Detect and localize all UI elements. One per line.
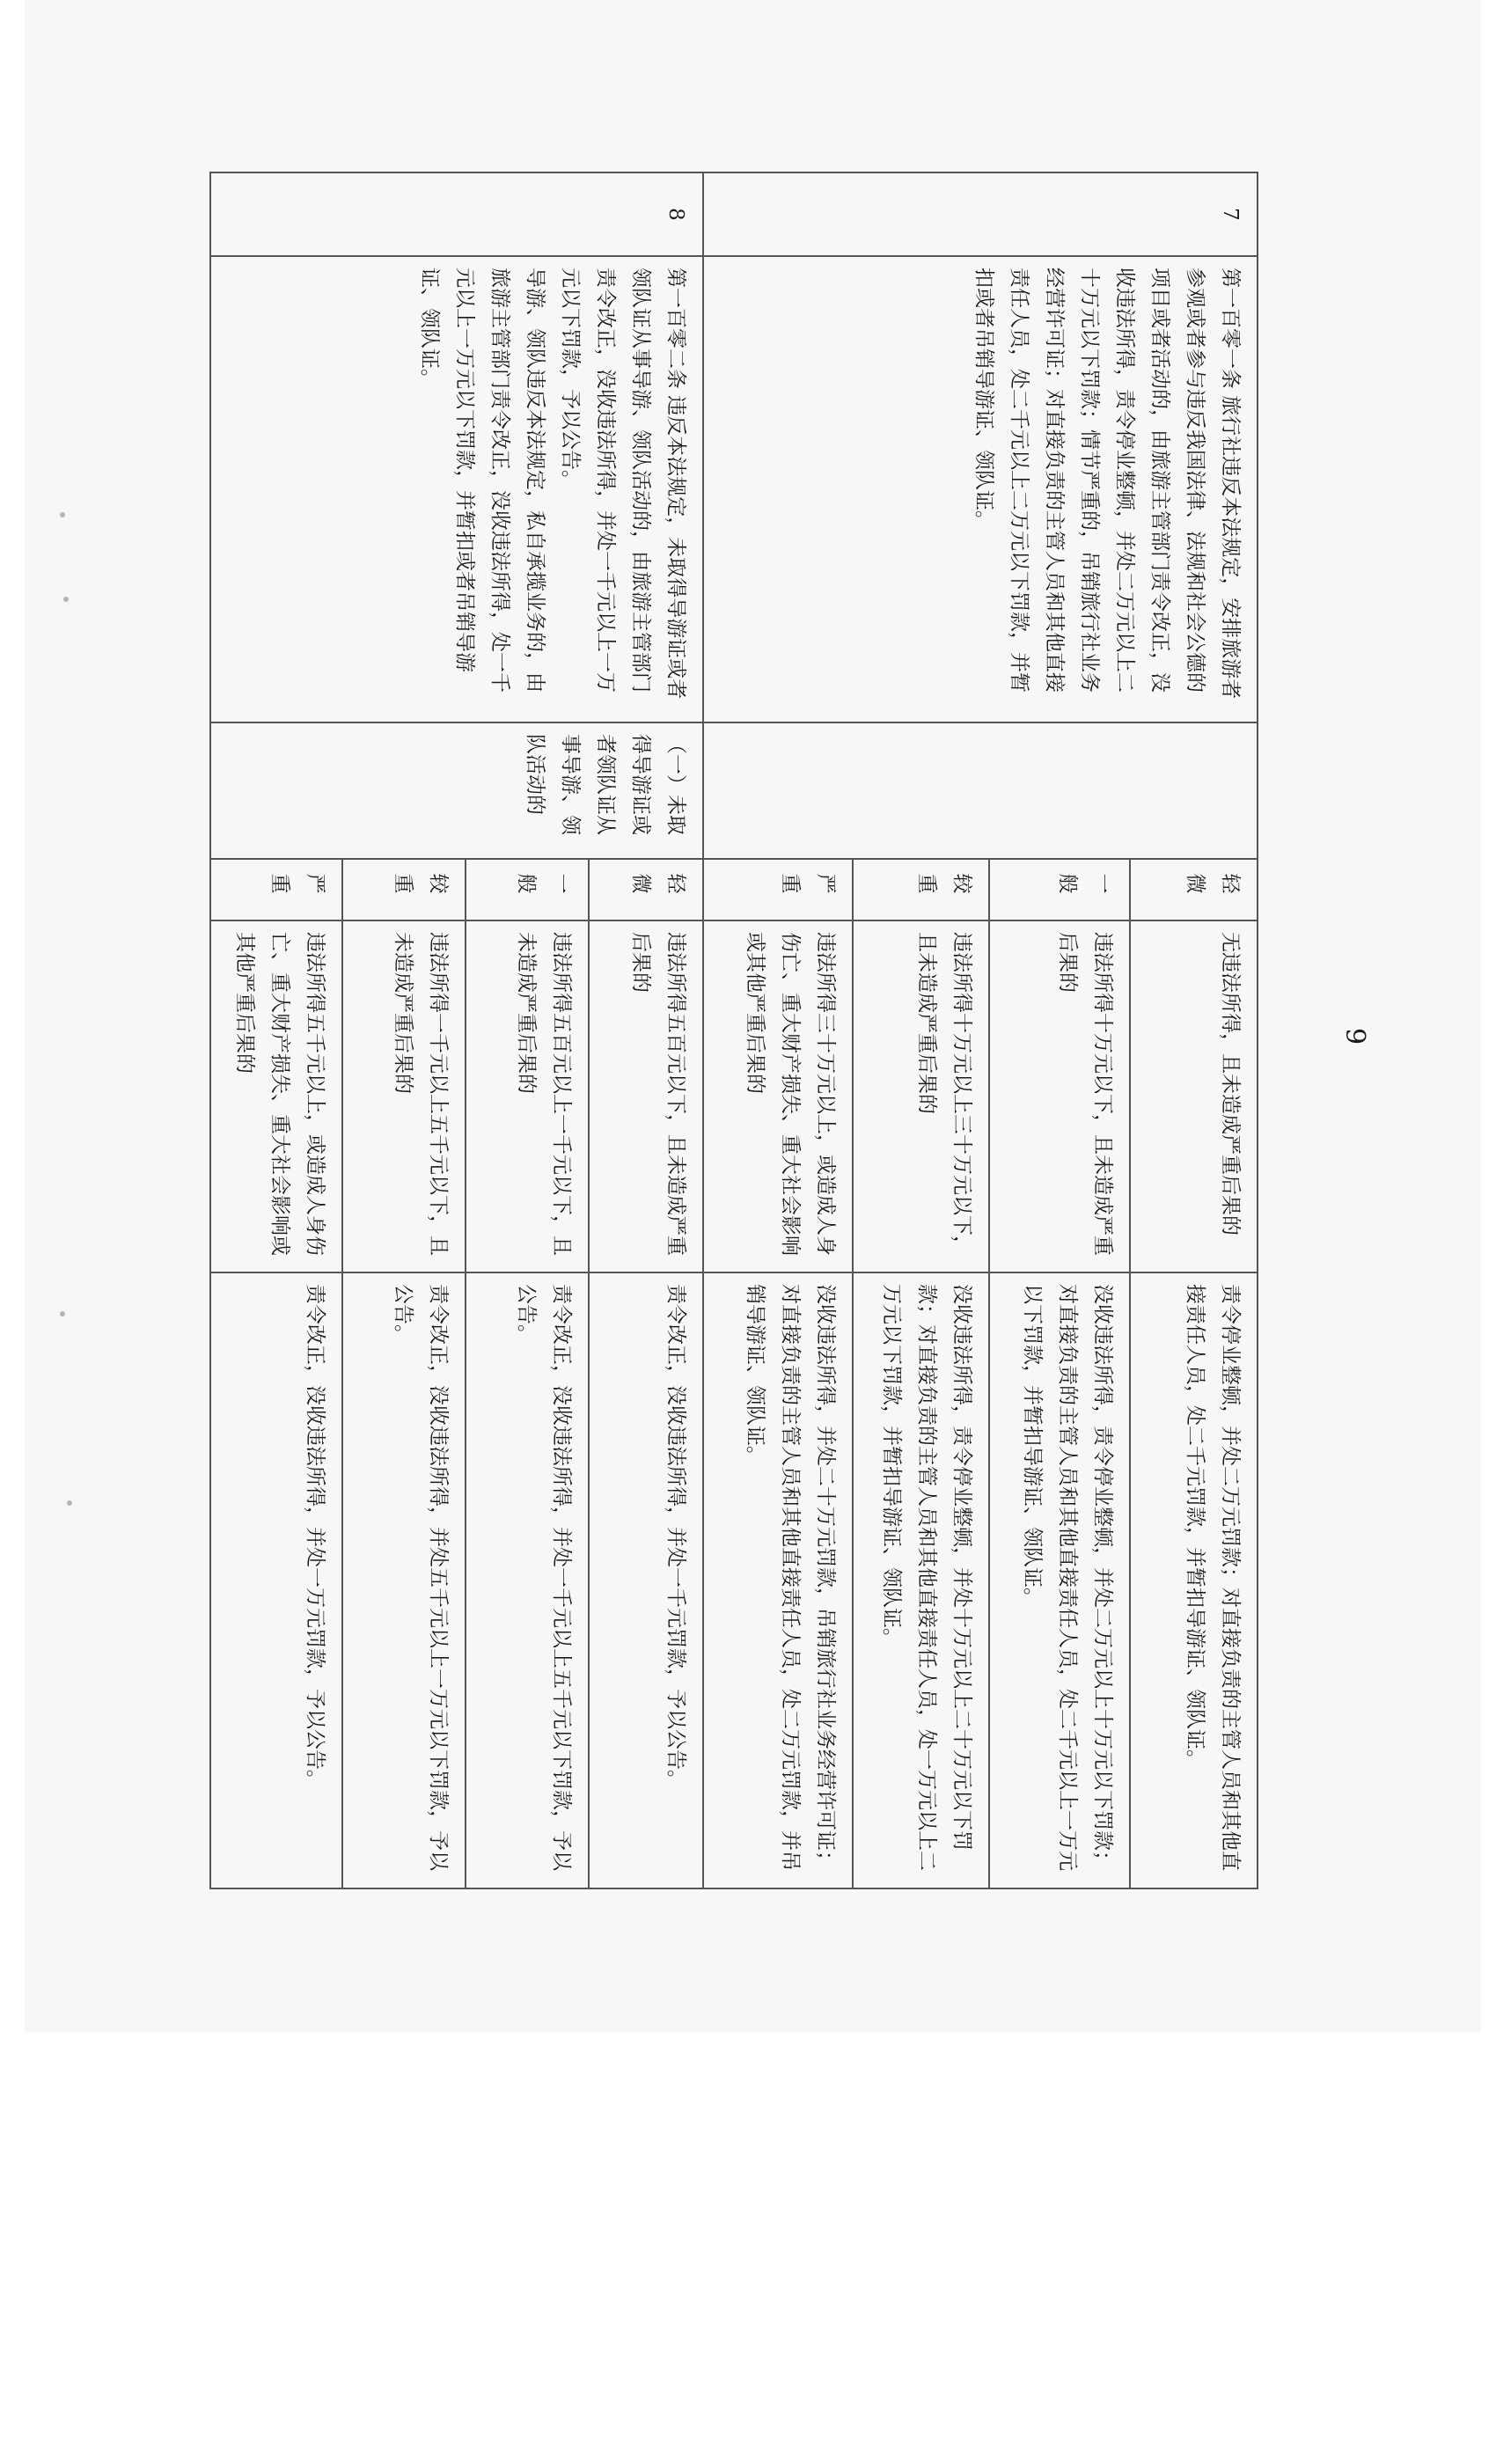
severity-level: 一般 [466,859,589,920]
violation-item: （一）未取得导游证或者领队证从事导游、领队活动的 [210,722,703,859]
violation-item [703,722,1258,859]
penalty-standard: 没收违法所得，责令停业整顿，并处二万元以上十万元以下罚款；对直接负责的主管人员和其他直接责任人员，处二千元以上一万元以下罚款，并暂扣导游证、领队证。 [989,1272,1130,1888]
row-number: 8 [210,172,703,256]
circumstance: 违法所得五千元以上，或造成人身伤亡、重大财产损失、重大社会影响或其他严重后果的 [210,920,342,1272]
circumstance: 违法所得十万元以下，且未造成严重后果的 [989,920,1130,1272]
scan-speck [63,597,69,602]
severity-level: 轻微 [589,859,703,920]
penalty-standard: 责令改正，没收违法所得，并处五千元以上一万元以下罚款，予以公告。 [342,1272,466,1888]
scan-speck [60,1311,65,1316]
rotated-page-content [211,172,1258,1888]
page-number: 9 [1339,1027,1371,1045]
penalty-standard: 责令改正，没收违法所得，并处一万元罚款，予以公告。 [210,1272,342,1888]
table-row [589,172,703,1888]
circumstance: 违法所得五百元以下，且未造成严重后果的 [589,920,703,1272]
table-row [1130,172,1258,1888]
severity-level: 较重 [853,859,989,920]
severity-level: 轻微 [1130,859,1258,920]
circumstance: 违法所得十万元以上三十万元以下，且未造成严重后果的 [853,920,989,1272]
severity-level: 较重 [342,859,466,920]
scan-speck [60,512,65,517]
severity-level: 一般 [989,859,1130,920]
penalty-standard-table [209,172,1258,1889]
row-number: 7 [703,172,1258,256]
penalty-standard: 责令改正，没收违法所得，并处一千元以上五千元以下罚款，予以公告。 [466,1272,589,1888]
circumstance: 违法所得三十万元以上，或造成人身伤亡、重大财产损失、重大社会影响或其他严重后果的 [703,920,853,1272]
circumstance: 无违法所得，且未造成严重后果的 [1130,920,1258,1272]
penalty-standard: 没收违法所得，并处二十万元罚款，吊销旅行社业务经营许可证；对直接负责的主管人员和其他直接责任人员，处二万元罚款，并吊销导游证、领队证。 [703,1272,853,1888]
penalty-standard: 责令停业整顿，并处二万元罚款；对直接负责的主管人员和其他直接责任人员，处二千元罚款，并暂扣导游证、领队证。 [1130,1272,1258,1888]
scan-speck [67,1500,72,1506]
law-provision: 第一百零一条 旅行社违反本法规定，安排旅游者参观或者参与违反我国法律、法规和社会公德的项目或者活动的，由旅游主管部门责令改正，没收违法所得，责令停业整顿，并处二万元以上二十万元以下罚款；情节严重的，吊销旅行社业务经营许可证；对直接负责的主管人员和其他直接责任人员，处二千元以上二万元以下罚款，并暂扣或者吊销导游证、领队证。 [703,256,1258,722]
circumstance: 违法所得五百元以上一千元以下，且未造成严重后果的 [466,920,589,1272]
circumstance: 违法所得一千元以上五千元以下，且未造成严重后果的 [342,920,466,1272]
severity-level: 严重 [210,859,342,920]
law-provision: 第一百零二条 违反本法规定，未取得导游证或者领队证从事导游、领队活动的，由旅游主管部门责令改正，没收违法所得，并处一千元以上一万元以下罚款，予以公告。 导游、领队违反本法规定，私自承揽业务的，由旅游主管部门责令改正，没收违法所得，处一千元以上一万元以下罚款，并暂扣或者吊销导游证、领队证。 [210,256,703,722]
severity-level: 严重 [703,859,853,920]
penalty-standard: 没收违法所得，责令停业整顿，并处十万元以上二十万元以下罚款；对直接负责的主管人员和其他直接责任人员，处一万元以上二万元以下罚款，并暂扣导游证、领队证。 [853,1272,989,1888]
penalty-standard: 责令改正，没收违法所得，并处一千元罚款，予以公告。 [589,1272,703,1888]
